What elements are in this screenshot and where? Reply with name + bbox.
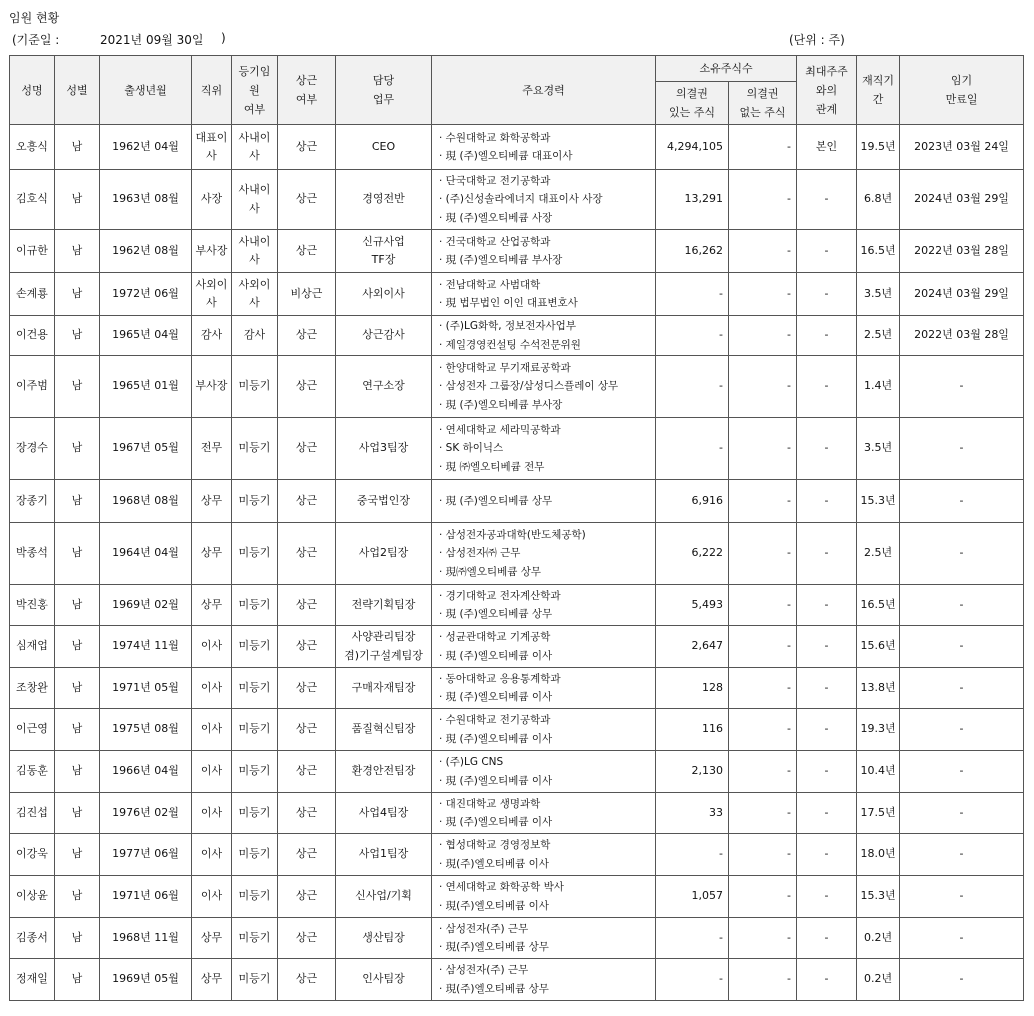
cell-term: - xyxy=(900,959,1024,1001)
cell-career: · 전남대학교 사범대학 · 現 법무법인 이인 대표변호사 xyxy=(432,273,656,316)
cell-nonvoting-shares: - xyxy=(729,585,797,626)
cell-major-shareholder: - xyxy=(797,480,857,523)
cell-position: 사외이 사 xyxy=(192,273,232,316)
cell-position: 이사 xyxy=(192,834,232,876)
cell-fulltime: 상근 xyxy=(278,709,336,751)
basis-date-close: ) xyxy=(221,31,226,45)
cell-term: - xyxy=(900,418,1024,480)
cell-nonvoting-shares: - xyxy=(729,668,797,709)
cell-birth: 1977년 06월 xyxy=(100,834,192,876)
cell-position: 상무 xyxy=(192,585,232,626)
cell-tenure: 16.5년 xyxy=(857,230,900,273)
cell-nonvoting-shares: - xyxy=(729,125,797,170)
cell-fulltime: 상근 xyxy=(278,793,336,834)
cell-major-shareholder: - xyxy=(797,834,857,876)
cell-major-shareholder: - xyxy=(797,668,857,709)
cell-tenure: 2.5년 xyxy=(857,316,900,356)
cell-term: - xyxy=(900,876,1024,918)
basis-date-value: 2021년 09월 30일 xyxy=(100,33,204,47)
cell-registered: 미등기 xyxy=(232,918,278,959)
cell-major-shareholder: - xyxy=(797,356,857,418)
table-row xyxy=(10,125,1024,170)
cell-gender: 남 xyxy=(55,709,100,751)
cell-career: · (주)LG화학, 정보전자사업부 · 제일경영컨설팅 수석전문위원 xyxy=(432,316,656,356)
cell-fulltime: 상근 xyxy=(278,418,336,480)
cell-fulltime: 상근 xyxy=(278,626,336,668)
cell-fulltime: 상근 xyxy=(278,523,336,585)
cell-career: · 現 (주)엘오티베큠 상무 xyxy=(432,480,656,523)
cell-term: - xyxy=(900,480,1024,523)
cell-tenure: 15.6년 xyxy=(857,626,900,668)
header-nonvoting-shares: 의결권 없는 주식 xyxy=(729,82,797,125)
cell-term: - xyxy=(900,668,1024,709)
header-name: 성명 xyxy=(10,56,55,125)
cell-voting-shares: 16,262 xyxy=(656,230,729,273)
table-row xyxy=(10,170,1024,230)
cell-gender: 남 xyxy=(55,480,100,523)
cell-birth: 1969년 02월 xyxy=(100,585,192,626)
cell-birth: 1966년 04월 xyxy=(100,751,192,793)
cell-position: 이사 xyxy=(192,626,232,668)
cell-gender: 남 xyxy=(55,356,100,418)
cell-gender: 남 xyxy=(55,668,100,709)
cell-tenure: 2.5년 xyxy=(857,523,900,585)
cell-duty: 인사팀장 xyxy=(336,959,432,1001)
cell-term: - xyxy=(900,356,1024,418)
header-career: 주요경력 xyxy=(432,56,656,125)
cell-career: · 삼성전자(주) 근무 · 現(주)엘오티베큠 상무 xyxy=(432,918,656,959)
cell-name: 박진홍 xyxy=(10,585,55,626)
header-major-shareholder: 최대주주 와의 관계 xyxy=(797,56,857,125)
cell-gender: 남 xyxy=(55,834,100,876)
cell-name: 이상윤 xyxy=(10,876,55,918)
cell-duty: 생산팀장 xyxy=(336,918,432,959)
cell-nonvoting-shares: - xyxy=(729,273,797,316)
cell-name: 장종기 xyxy=(10,480,55,523)
cell-gender: 남 xyxy=(55,230,100,273)
cell-nonvoting-shares: - xyxy=(729,709,797,751)
cell-tenure: 19.3년 xyxy=(857,709,900,751)
cell-registered: 미등기 xyxy=(232,793,278,834)
header-fulltime: 상근 여부 xyxy=(278,56,336,125)
cell-nonvoting-shares: - xyxy=(729,834,797,876)
cell-position: 사장 xyxy=(192,170,232,230)
cell-duty: 중국법인장 xyxy=(336,480,432,523)
cell-career: · 대진대학교 생명과학 · 現 (주)엘오티베큠 이사 xyxy=(432,793,656,834)
cell-major-shareholder: - xyxy=(797,523,857,585)
cell-position: 이사 xyxy=(192,751,232,793)
cell-name: 김종서 xyxy=(10,918,55,959)
cell-registered: 미등기 xyxy=(232,959,278,1001)
table-header xyxy=(10,56,1024,125)
cell-gender: 남 xyxy=(55,751,100,793)
cell-nonvoting-shares: - xyxy=(729,418,797,480)
cell-major-shareholder: - xyxy=(797,709,857,751)
table-row xyxy=(10,230,1024,273)
table-row xyxy=(10,959,1024,1001)
cell-nonvoting-shares: - xyxy=(729,626,797,668)
cell-major-shareholder: - xyxy=(797,316,857,356)
cell-duty: 품질혁신팀장 xyxy=(336,709,432,751)
cell-position: 상무 xyxy=(192,959,232,1001)
cell-name: 이주범 xyxy=(10,356,55,418)
cell-term: 2023년 03월 24일 xyxy=(900,125,1024,170)
cell-duty: 사업4팀장 xyxy=(336,793,432,834)
cell-major-shareholder: - xyxy=(797,170,857,230)
cell-fulltime: 상근 xyxy=(278,834,336,876)
cell-voting-shares: 1,057 xyxy=(656,876,729,918)
cell-tenure: 18.0년 xyxy=(857,834,900,876)
cell-registered: 미등기 xyxy=(232,876,278,918)
cell-term: 2024년 03월 29일 xyxy=(900,273,1024,316)
header-shares: 소유주식수 xyxy=(656,56,797,82)
cell-major-shareholder: - xyxy=(797,918,857,959)
cell-career: · 수원대학교 전기공학과 · 現 (주)엘오티베큠 이사 xyxy=(432,709,656,751)
cell-position: 이사 xyxy=(192,709,232,751)
cell-career: · 한양대학교 무기재료공학과 · 삼성전자 그룹장/삼성디스플레이 상무 · 現 (주)엘오티베큠 부사장 xyxy=(432,356,656,418)
cell-fulltime: 상근 xyxy=(278,585,336,626)
cell-duty: 구매자재팀장 xyxy=(336,668,432,709)
header-term: 임기 만료일 xyxy=(900,56,1024,125)
cell-position: 이사 xyxy=(192,793,232,834)
cell-career: · 수원대학교 화학공학과 · 現 (주)엘오티베큠 대표이사 xyxy=(432,125,656,170)
table-row xyxy=(10,356,1024,418)
officers-table xyxy=(9,55,1024,1001)
cell-birth: 1965년 04월 xyxy=(100,316,192,356)
table-row xyxy=(10,480,1024,523)
cell-tenure: 19.5년 xyxy=(857,125,900,170)
cell-duty: 환경안전팀장 xyxy=(336,751,432,793)
cell-voting-shares: - xyxy=(656,834,729,876)
cell-tenure: 15.3년 xyxy=(857,480,900,523)
cell-career: · 연세대학교 화학공학 박사 · 現(주)엘오티베큠 이사 xyxy=(432,876,656,918)
cell-voting-shares: 128 xyxy=(656,668,729,709)
cell-position: 이사 xyxy=(192,876,232,918)
cell-name: 이강욱 xyxy=(10,834,55,876)
cell-duty: 경영전반 xyxy=(336,170,432,230)
header-tenure: 재직기 간 xyxy=(857,56,900,125)
cell-major-shareholder: - xyxy=(797,876,857,918)
cell-term: - xyxy=(900,626,1024,668)
cell-name: 이건용 xyxy=(10,316,55,356)
unit-label: (단위 : 주) xyxy=(789,33,845,47)
cell-fulltime: 상근 xyxy=(278,959,336,1001)
cell-nonvoting-shares: - xyxy=(729,918,797,959)
cell-term: 2024년 03월 29일 xyxy=(900,170,1024,230)
cell-career: · 삼성전자공과대학(반도체공학) · 삼성전자㈜ 근무 · 現㈜엘오티베큠 상무 xyxy=(432,523,656,585)
cell-fulltime: 상근 xyxy=(278,125,336,170)
cell-gender: 남 xyxy=(55,170,100,230)
cell-tenure: 13.8년 xyxy=(857,668,900,709)
cell-duty: 상근감사 xyxy=(336,316,432,356)
cell-nonvoting-shares: - xyxy=(729,170,797,230)
cell-gender: 남 xyxy=(55,273,100,316)
cell-birth: 1975년 08월 xyxy=(100,709,192,751)
cell-position: 상무 xyxy=(192,480,232,523)
cell-voting-shares: - xyxy=(656,918,729,959)
cell-name: 오흥식 xyxy=(10,125,55,170)
cell-voting-shares: - xyxy=(656,959,729,1001)
cell-voting-shares: - xyxy=(656,316,729,356)
cell-major-shareholder: - xyxy=(797,273,857,316)
cell-tenure: 0.2년 xyxy=(857,959,900,1001)
cell-term: - xyxy=(900,709,1024,751)
cell-duty: 사업2팀장 xyxy=(336,523,432,585)
cell-term: - xyxy=(900,918,1024,959)
cell-birth: 1963년 08월 xyxy=(100,170,192,230)
cell-career: · 성균관대학교 기계공학 · 現 (주)엘오티베큠 이사 xyxy=(432,626,656,668)
cell-career: · 경기대학교 전자계산학과 · 現 (주)엘오티베큠 상무 xyxy=(432,585,656,626)
header-voting-shares: 의결권 있는 주식 xyxy=(656,82,729,125)
cell-voting-shares: 2,130 xyxy=(656,751,729,793)
cell-voting-shares: 6,222 xyxy=(656,523,729,585)
header-birth: 출생년월 xyxy=(100,56,192,125)
table-row xyxy=(10,418,1024,480)
cell-tenure: 10.4년 xyxy=(857,751,900,793)
cell-major-shareholder: - xyxy=(797,626,857,668)
table-row xyxy=(10,793,1024,834)
cell-name: 심재업 xyxy=(10,626,55,668)
cell-duty: 사외이사 xyxy=(336,273,432,316)
cell-gender: 남 xyxy=(55,125,100,170)
cell-fulltime: 비상근 xyxy=(278,273,336,316)
cell-registered: 미등기 xyxy=(232,709,278,751)
cell-voting-shares: 6,916 xyxy=(656,480,729,523)
cell-major-shareholder: - xyxy=(797,418,857,480)
cell-major-shareholder: - xyxy=(797,959,857,1001)
cell-birth: 1971년 06월 xyxy=(100,876,192,918)
cell-registered: 미등기 xyxy=(232,626,278,668)
cell-gender: 남 xyxy=(55,959,100,1001)
cell-nonvoting-shares: - xyxy=(729,793,797,834)
cell-fulltime: 상근 xyxy=(278,751,336,793)
cell-birth: 1974년 11월 xyxy=(100,626,192,668)
cell-voting-shares: 2,647 xyxy=(656,626,729,668)
table-row xyxy=(10,523,1024,585)
cell-voting-shares: 116 xyxy=(656,709,729,751)
cell-birth: 1969년 05월 xyxy=(100,959,192,1001)
cell-name: 김진섭 xyxy=(10,793,55,834)
cell-tenure: 15.3년 xyxy=(857,876,900,918)
cell-birth: 1972년 06월 xyxy=(100,273,192,316)
table-row xyxy=(10,876,1024,918)
cell-duty: 신사업/기획 xyxy=(336,876,432,918)
cell-fulltime: 상근 xyxy=(278,356,336,418)
cell-voting-shares: 5,493 xyxy=(656,585,729,626)
cell-term: - xyxy=(900,523,1024,585)
cell-major-shareholder: - xyxy=(797,751,857,793)
table-row xyxy=(10,316,1024,356)
cell-birth: 1965년 01월 xyxy=(100,356,192,418)
cell-nonvoting-shares: - xyxy=(729,480,797,523)
cell-gender: 남 xyxy=(55,418,100,480)
cell-voting-shares: - xyxy=(656,418,729,480)
cell-registered: 사내이 사 xyxy=(232,125,278,170)
cell-tenure: 17.5년 xyxy=(857,793,900,834)
cell-duty: CEO xyxy=(336,125,432,170)
cell-career: · 건국대학교 산업공학과 · 現 (주)엘오티베큠 부사장 xyxy=(432,230,656,273)
cell-major-shareholder: 본인 xyxy=(797,125,857,170)
cell-birth: 1976년 02월 xyxy=(100,793,192,834)
cell-name: 박종석 xyxy=(10,523,55,585)
cell-position: 감사 xyxy=(192,316,232,356)
cell-duty: 사업3팀장 xyxy=(336,418,432,480)
cell-position: 상무 xyxy=(192,523,232,585)
cell-position: 부사장 xyxy=(192,356,232,418)
cell-birth: 1964년 04월 xyxy=(100,523,192,585)
table-row xyxy=(10,918,1024,959)
cell-birth: 1962년 08월 xyxy=(100,230,192,273)
cell-term: - xyxy=(900,585,1024,626)
cell-fulltime: 상근 xyxy=(278,918,336,959)
table-row xyxy=(10,751,1024,793)
cell-registered: 미등기 xyxy=(232,356,278,418)
cell-tenure: 0.2년 xyxy=(857,918,900,959)
header-gender: 성별 xyxy=(55,56,100,125)
table-row xyxy=(10,668,1024,709)
cell-career: · 협성대학교 경영정보학 · 現(주)엘오티베큠 이사 xyxy=(432,834,656,876)
cell-term: - xyxy=(900,751,1024,793)
cell-registered: 감사 xyxy=(232,316,278,356)
cell-gender: 남 xyxy=(55,316,100,356)
cell-position: 상무 xyxy=(192,918,232,959)
cell-nonvoting-shares: - xyxy=(729,876,797,918)
cell-name: 정재일 xyxy=(10,959,55,1001)
cell-tenure: 3.5년 xyxy=(857,273,900,316)
cell-career: · (주)LG CNS · 現 (주)엘오티베큠 이사 xyxy=(432,751,656,793)
cell-registered: 미등기 xyxy=(232,480,278,523)
table-row xyxy=(10,273,1024,316)
cell-nonvoting-shares: - xyxy=(729,959,797,1001)
cell-tenure: 16.5년 xyxy=(857,585,900,626)
cell-birth: 1968년 11월 xyxy=(100,918,192,959)
cell-position: 대표이 사 xyxy=(192,125,232,170)
cell-registered: 사외이 사 xyxy=(232,273,278,316)
cell-gender: 남 xyxy=(55,793,100,834)
cell-nonvoting-shares: - xyxy=(729,316,797,356)
cell-name: 이규한 xyxy=(10,230,55,273)
cell-term: - xyxy=(900,834,1024,876)
cell-career: · 단국대학교 전기공학과 · (주)신성솔라에너지 대표이사 사장 · 現 (주)엘오티베큠 사장 xyxy=(432,170,656,230)
table-row xyxy=(10,709,1024,751)
cell-gender: 남 xyxy=(55,918,100,959)
cell-gender: 남 xyxy=(55,626,100,668)
table-body xyxy=(10,125,1024,1001)
cell-tenure: 6.8년 xyxy=(857,170,900,230)
cell-position: 이사 xyxy=(192,668,232,709)
cell-major-shareholder: - xyxy=(797,230,857,273)
cell-career: · 연세대학교 세라믹공학과 · SK 하이닉스 · 現 ㈜엘오티베큠 전무 xyxy=(432,418,656,480)
cell-term: - xyxy=(900,793,1024,834)
cell-duty: 연구소장 xyxy=(336,356,432,418)
cell-fulltime: 상근 xyxy=(278,170,336,230)
cell-name: 손계룡 xyxy=(10,273,55,316)
page-title: 임원 현황 xyxy=(9,11,60,25)
cell-career: · 동아대학교 응용통계학과 · 現 (주)엘오티베큠 이사 xyxy=(432,668,656,709)
cell-fulltime: 상근 xyxy=(278,316,336,356)
cell-career: · 삼성전자(주) 근무 · 現(주)엘오티베큠 상무 xyxy=(432,959,656,1001)
cell-nonvoting-shares: - xyxy=(729,751,797,793)
cell-gender: 남 xyxy=(55,585,100,626)
cell-tenure: 3.5년 xyxy=(857,418,900,480)
cell-duty: 신규사업 TF장 xyxy=(336,230,432,273)
cell-voting-shares: 13,291 xyxy=(656,170,729,230)
cell-registered: 사내이 사 xyxy=(232,230,278,273)
cell-birth: 1967년 05월 xyxy=(100,418,192,480)
cell-voting-shares: 33 xyxy=(656,793,729,834)
table-row xyxy=(10,585,1024,626)
cell-major-shareholder: - xyxy=(797,585,857,626)
cell-term: 2022년 03월 28일 xyxy=(900,316,1024,356)
cell-gender: 남 xyxy=(55,523,100,585)
cell-fulltime: 상근 xyxy=(278,668,336,709)
header-duty: 담당 업무 xyxy=(336,56,432,125)
cell-duty: 사양관리팀장 겸)기구설계팀장 xyxy=(336,626,432,668)
header-position: 직위 xyxy=(192,56,232,125)
header-registered: 등기임 원 여부 xyxy=(232,56,278,125)
cell-voting-shares: - xyxy=(656,273,729,316)
cell-fulltime: 상근 xyxy=(278,480,336,523)
cell-nonvoting-shares: - xyxy=(729,356,797,418)
cell-nonvoting-shares: - xyxy=(729,230,797,273)
cell-birth: 1968년 08월 xyxy=(100,480,192,523)
cell-duty: 전략기획팀장 xyxy=(336,585,432,626)
cell-fulltime: 상근 xyxy=(278,230,336,273)
cell-duty: 사업1팀장 xyxy=(336,834,432,876)
cell-registered: 미등기 xyxy=(232,751,278,793)
basis-date-label: (기준일 : xyxy=(12,33,60,47)
cell-name: 김호식 xyxy=(10,170,55,230)
cell-name: 김동훈 xyxy=(10,751,55,793)
cell-name: 이근영 xyxy=(10,709,55,751)
cell-gender: 남 xyxy=(55,876,100,918)
cell-birth: 1962년 04월 xyxy=(100,125,192,170)
cell-position: 부사장 xyxy=(192,230,232,273)
cell-fulltime: 상근 xyxy=(278,876,336,918)
cell-registered: 미등기 xyxy=(232,523,278,585)
cell-name: 조창완 xyxy=(10,668,55,709)
cell-registered: 미등기 xyxy=(232,668,278,709)
cell-major-shareholder: - xyxy=(797,793,857,834)
cell-registered: 미등기 xyxy=(232,585,278,626)
cell-name: 장경수 xyxy=(10,418,55,480)
cell-position: 전무 xyxy=(192,418,232,480)
cell-voting-shares: 4,294,105 xyxy=(656,125,729,170)
table-row xyxy=(10,626,1024,668)
cell-registered: 미등기 xyxy=(232,418,278,480)
cell-birth: 1971년 05월 xyxy=(100,668,192,709)
cell-voting-shares: - xyxy=(656,356,729,418)
cell-tenure: 1.4년 xyxy=(857,356,900,418)
cell-registered: 미등기 xyxy=(232,834,278,876)
table-row xyxy=(10,834,1024,876)
cell-registered: 사내이 사 xyxy=(232,170,278,230)
cell-term: 2022년 03월 28일 xyxy=(900,230,1024,273)
cell-nonvoting-shares: - xyxy=(729,523,797,585)
